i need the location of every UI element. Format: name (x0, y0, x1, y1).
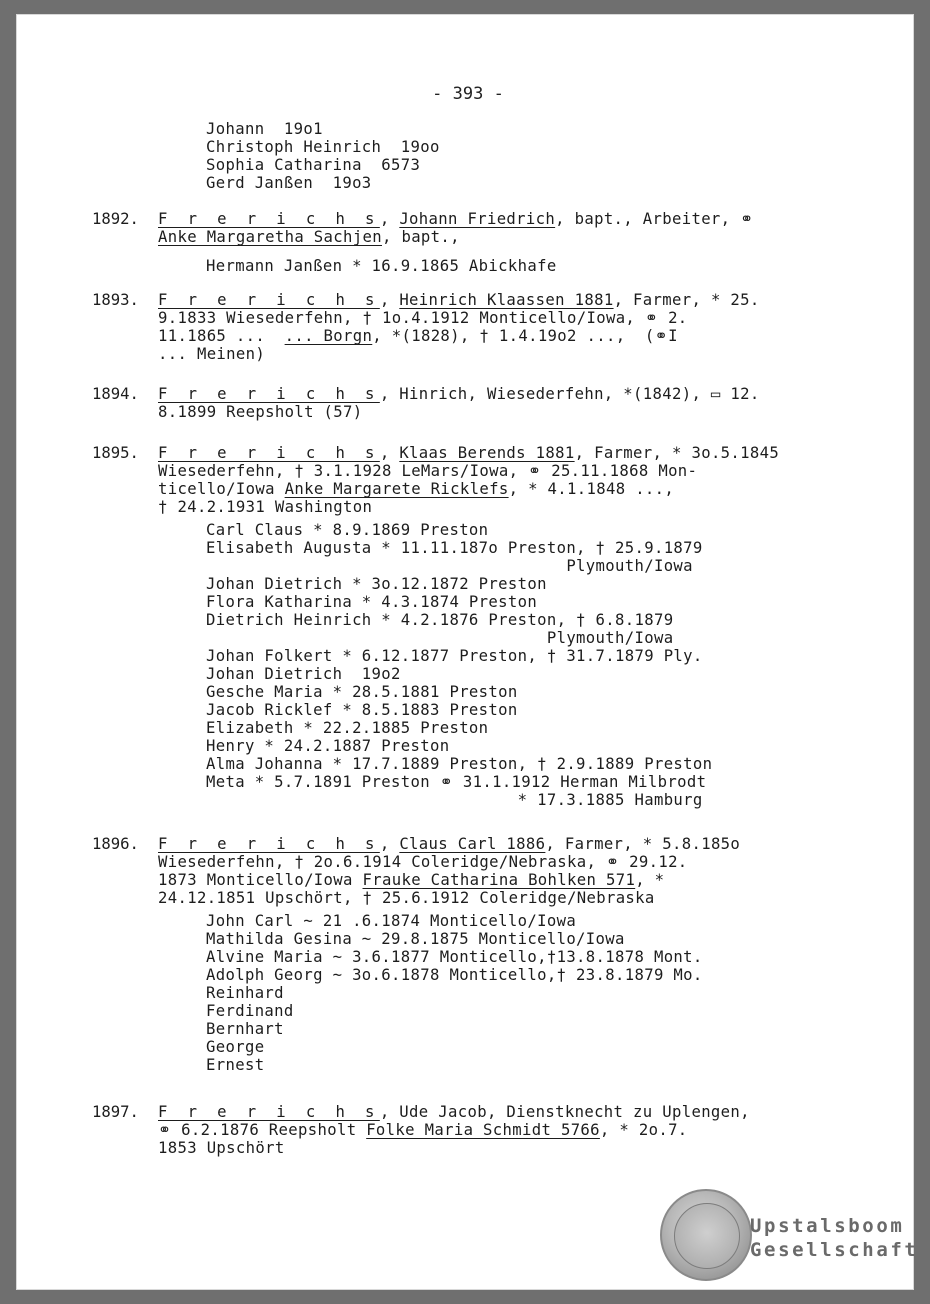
entry-text: , (379, 444, 400, 462)
child-entry: John Carl ~ 21 .6.1874 Monticello/Iowa (206, 912, 577, 930)
child-entry: Plymouth/Iowa (206, 557, 693, 575)
underlined-name: F r e r i c h s (158, 835, 380, 853)
entry-text: , Farmer, * 3o.5.1845 (574, 444, 780, 462)
child-entry: Dietrich Heinrich * 4.2.1876 Preston, † 6.8.1879 (206, 611, 674, 629)
entry-text-line (158, 444, 779, 462)
entry-text: , (379, 291, 400, 309)
child-entry: Meta * 5.7.1891 Preston ⚭ 31.1.1912 Herman Milbrodt (206, 773, 707, 791)
underlined-name: F r e r i c h s (158, 1103, 380, 1121)
entry-number: 1897. (92, 1103, 139, 1121)
child-entry: Johan Dietrich * 3o.12.1872 Preston (206, 575, 547, 593)
child-entry: Hermann Janßen * 16.9.1865 Abickhafe (206, 257, 557, 275)
underlined-name: Anke Margaretha Sachjen (158, 228, 382, 246)
child-entry: Reinhard (206, 984, 284, 1002)
entry-number: 1893. (92, 291, 139, 309)
entry-text-line (158, 871, 664, 889)
child-entry: Mathilda Gesina ~ 29.8.1875 Monticello/Iowa (206, 930, 625, 948)
child-entry: Elizabeth * 22.2.1885 Preston (206, 719, 489, 737)
entry-text: , Farmer, * 5.8.185o (545, 835, 741, 853)
underlined-name: Folke Maria Schmidt 5766 (366, 1121, 600, 1139)
child-entry: Carl Claus * 8.9.1869 Preston (206, 521, 489, 539)
entry-text-line (158, 291, 760, 309)
entry-number: 1892. (92, 210, 139, 228)
child-entry: Bernhart (206, 1020, 284, 1038)
entry-text: , (379, 210, 400, 228)
entry-text: , Farmer, * 25. (613, 291, 760, 309)
underlined-name: F r e r i c h s (158, 210, 380, 228)
underlined-name: F r e r i c h s (158, 385, 380, 403)
child-entry: Alvine Maria ~ 3.6.1877 Monticello,†13.8.1878 Mont. (206, 948, 703, 966)
entry-text: 8.1899 Reepsholt (57) (158, 403, 363, 421)
child-name: Christoph Heinrich 19oo (206, 138, 440, 156)
entry-text: ticello/Iowa (158, 480, 285, 498)
entry-number: 1895. (92, 444, 139, 462)
entry-text-line (158, 498, 372, 516)
child-entry: Johan Folkert * 6.12.1877 Preston, † 31.7.1879 Ply. (206, 647, 703, 665)
entry-text-line (158, 835, 740, 853)
entry-text: 11.1865 ... (158, 327, 285, 345)
underlined-name: Johann Friedrich (399, 210, 556, 228)
entry-text: 1853 Upschört (158, 1139, 285, 1157)
entry-number: 1896. (92, 835, 139, 853)
document-page (16, 14, 919, 1290)
entry-text-line (158, 1139, 285, 1157)
entry-text-line (158, 462, 697, 480)
entry-text: , * 2o.7. (599, 1121, 688, 1139)
entry-text: Wiesederfehn, † 3.1.1928 LeMars/Iowa, ⚭ 25.11.1868 Mon- (158, 462, 698, 480)
child-entry: Elisabeth Augusta * 11.11.187o Preston, † 25.9.1879 (206, 539, 703, 557)
society-brand (750, 1214, 920, 1262)
entry-text: , *(1828), † 1.4.19o2 ..., (⚭I (372, 327, 678, 345)
child-entry: Johan Dietrich 19o2 (206, 665, 401, 683)
child-entry: * 17.3.1885 Hamburg (206, 791, 703, 809)
entry-text-line (158, 889, 655, 907)
entry-text: , * 4.1.1848 ..., (508, 480, 675, 498)
entry-text-line (158, 309, 688, 327)
child-entry: Ernest (206, 1056, 265, 1074)
seal-emblem-icon (674, 1203, 740, 1269)
entry-text: , Ude Jacob, Dienstknecht zu Uplengen, (379, 1103, 750, 1121)
child-name: Sophia Catharina 6573 (206, 156, 421, 174)
entry-text: , Hinrich, Wiesederfehn, *(1842), ▭ 12. (379, 385, 760, 403)
entry-text-line (158, 1103, 750, 1121)
underlined-name: F r e r i c h s (158, 291, 380, 309)
underlined-name: Heinrich Klaassen 1881 (399, 291, 614, 309)
child-entry: Adolph Georg ~ 3o.6.1878 Monticello,† 23.8.1879 Mo. (206, 966, 703, 984)
entry-text: 24.12.1851 Upschört, † 25.6.1912 Coleridge/Nebraska (158, 889, 655, 907)
entry-text-line (158, 853, 688, 871)
brand-line-1: Upstalsboom (750, 1215, 905, 1237)
child-entry: George (206, 1038, 265, 1056)
entry-text: , (379, 835, 400, 853)
underlined-name: Klaas Berends 1881 (399, 444, 575, 462)
child-entry: Ferdinand (206, 1002, 294, 1020)
child-entry: Flora Katharina * 4.3.1874 Preston (206, 593, 538, 611)
entry-text: 1873 Monticello/Iowa (158, 871, 363, 889)
entry-text: ... Meinen) (158, 345, 266, 363)
entry-text: ⚭ 6.2.1876 Reepsholt (158, 1121, 367, 1139)
entry-text-line (158, 480, 674, 498)
entry-text-line (158, 345, 265, 363)
society-seal-logo (660, 1189, 752, 1281)
entry-text-line (158, 327, 678, 345)
entry-text: , * (635, 871, 665, 889)
child-name: Johann 19o1 (206, 120, 323, 138)
child-entry: Alma Johanna * 17.7.1889 Preston, † 2.9.1889 Preston (206, 755, 713, 773)
entry-text-line (158, 403, 363, 421)
entry-text: Wiesederfehn, † 2o.6.1914 Coleridge/Nebraska, ⚭ 29.12. (158, 853, 688, 871)
child-entry: Plymouth/Iowa (206, 629, 674, 647)
entry-text: , bapt., Arbeiter, ⚭ (555, 210, 754, 228)
underlined-name: ... Borgn (284, 327, 373, 345)
underlined-name: Anke Margarete Ricklefs (284, 480, 509, 498)
child-entry: Henry * 24.2.1887 Preston (206, 737, 450, 755)
entry-text-line (158, 210, 754, 228)
child-entry: Jacob Ricklef * 8.5.1883 Preston (206, 701, 518, 719)
entry-text: , bapt., (381, 228, 460, 246)
entry-number: 1894. (92, 385, 139, 403)
entry-text-line (158, 228, 460, 246)
page-number: - 393 - (432, 84, 504, 104)
entry-text-line (158, 385, 760, 403)
entry-text-line (158, 1121, 688, 1139)
entry-text: 9.1833 Wiesederfehn, † 1o.4.1912 Monticello/Iowa, ⚭ 2. (158, 309, 688, 327)
underlined-name: Claus Carl 1886 (399, 835, 546, 853)
underlined-name: F r e r i c h s (158, 444, 380, 462)
entry-text: † 24.2.1931 Washington (158, 498, 373, 516)
child-name: Gerd Janßen 19o3 (206, 174, 372, 192)
brand-line-2: Gesellschaft (750, 1239, 919, 1261)
child-entry: Gesche Maria * 28.5.1881 Preston (206, 683, 518, 701)
underlined-name: Frauke Catharina Bohlken 571 (362, 871, 636, 889)
